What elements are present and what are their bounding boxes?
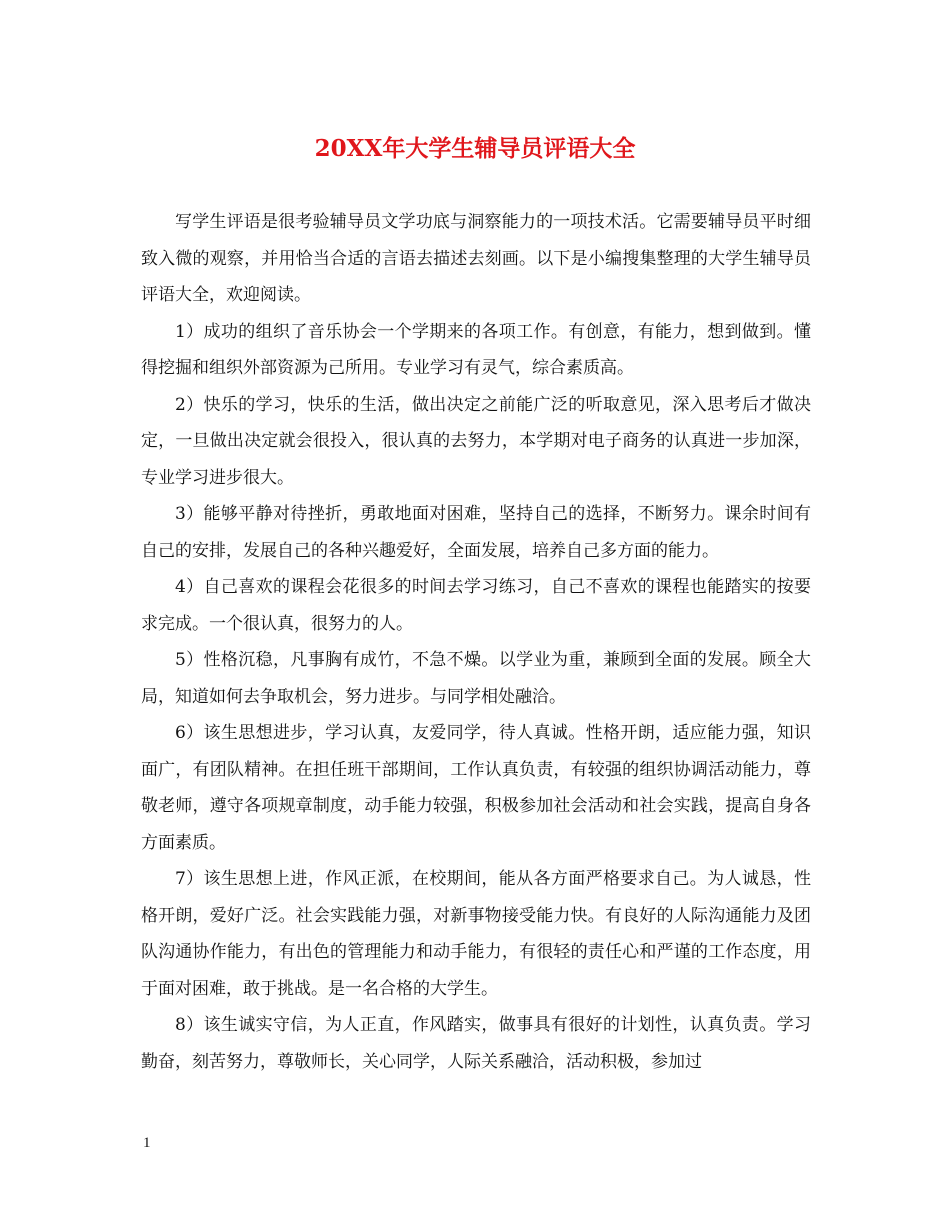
comment-paragraph-7: 7）该生思想上进，作风正派，在校期间，能从各方面严格要求自己。为人诚恳，性格开朗，爱好广泛。社会实践能力强，对新事物接受能力快。有良好的人际沟通能力及团队沟通协作能力，有出色的管理能力和动手能力，有很轻的责任心和严谨的工作态度，用于面对困难，敢于挑战。是一名合格的大学生。 [141, 869, 811, 999]
comment-paragraph-2: 2）快乐的学习，快乐的生活，做出决定之前能广泛的听取意见，深入思考后才做决定，一旦做出决定就会很投入，很认真的去努力，本学期对电子商务的认真进一步加深，专业学习进步很大。 [141, 394, 811, 488]
comment-paragraph-4: 4）自己喜欢的课程会花很多的时间去学习练习，自己不喜欢的课程也能踏实的按要求完成。一个很认真，很努力的人。 [141, 577, 811, 634]
comment-paragraph-6: 6）该生思想进步，学习认真，友爱同学，待人真诚。性格开朗，适应能力强，知识面广，有团队精神。在担任班干部期间，工作认真负责，有较强的组织协调活动能力，尊敬老师，遵守各项规章制度，动手能力较强，积极参加社会活动和社会实践，提高自身各方面素质。 [141, 723, 811, 853]
document-title: 20XX年大学生辅导员评语大全 [314, 135, 636, 162]
comment-paragraph-1: 1）成功的组织了音乐协会一个学期来的各项工作。有创意，有能力，想到做到。懂得挖掘和组织外部资源为己所用。专业学习有灵气，综合素质高。 [141, 321, 811, 378]
page-number: 1 [143, 1135, 151, 1151]
comment-paragraph-5: 5）性格沉稳，凡事胸有成竹，不急不燥。以学业为重，兼顾到全面的发展。顾全大局，知道如何去争取机会，努力进步。与同学相处融洽。 [141, 650, 811, 707]
intro-paragraph: 写学生评语是很考验辅导员文学功底与洞察能力的一项技术活。它需要辅导员平时细致入微的观察，并用恰当合适的言语去描述去刻画。以下是小编搜集整理的大学生辅导员评语大全，欢迎阅读。 [141, 212, 811, 305]
comment-paragraph-3: 3）能够平静对待挫折，勇敢地面对困难，坚持自己的选择，不断努力。课余时间有自己的安排，发展自己的各种兴趣爱好，全面发展，培养自己多方面的能力。 [141, 504, 811, 561]
document-body [141, 204, 811, 1080]
comment-paragraph-8: 8）该生诚实守信，为人正直，作风踏实，做事具有很好的计划性，认真负责。学习勤奋，刻苦努力，尊敬师长，关心同学，人际关系融洽，活动积极，参加过 [141, 1015, 811, 1072]
